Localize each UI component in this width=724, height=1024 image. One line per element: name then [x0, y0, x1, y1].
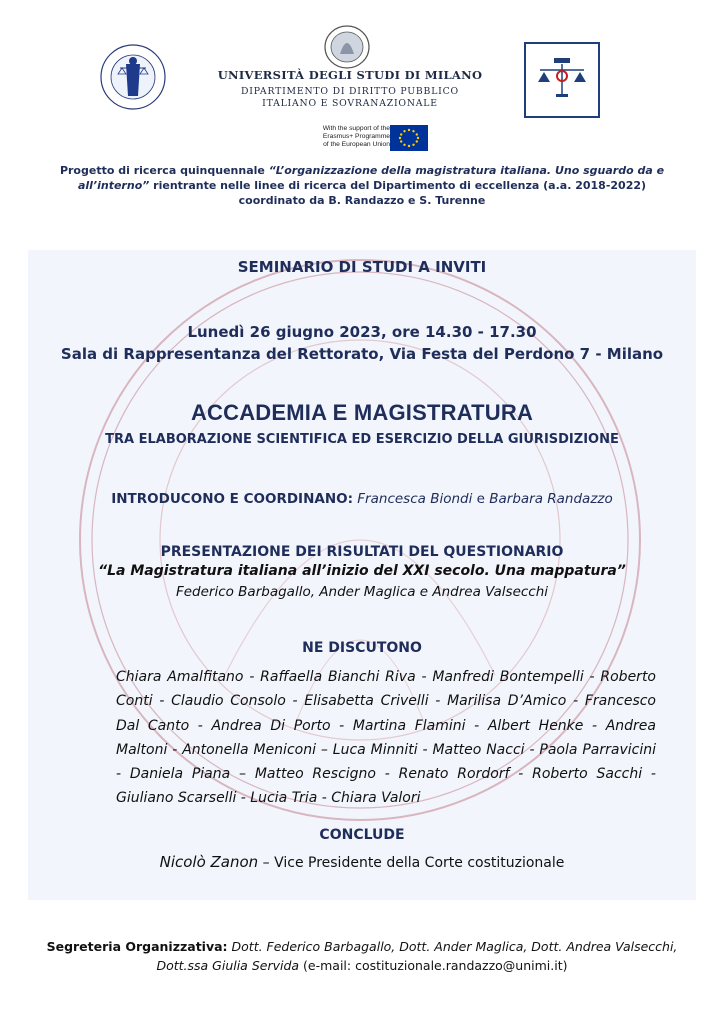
erasmus-support-text	[290, 125, 390, 149]
eu-flag-icon	[390, 125, 428, 151]
erasmus-line-1: With the support of the	[322, 125, 390, 132]
presentation-quote: “La Magistratura italiana all’inizio del XXI secolo. Una mappatura”	[98, 563, 626, 579]
event-date: Lunedì 26 giugno 2023, ore 14.30 - 17.30	[187, 323, 537, 341]
presentation-heading: PRESENTAZIONE DEI RISULTATI DEL QUESTIONARIO	[160, 544, 564, 560]
secretariat-names: Dott. Federico Barbagallo, Dott. Ander Maglica, Dott. Andrea Valsecchi, Dott.ssa Giulia Servida	[156, 939, 678, 973]
project-lead: Progetto di ricerca quinquennale	[59, 164, 269, 177]
project-title: “L’organizzazione della magistratura italiana. Uno sguardo da e all’interno”	[77, 164, 665, 192]
email-prefix: (e-mail:	[299, 958, 356, 973]
introducer-conjunction: e	[472, 491, 490, 507]
project-tail: rientrante nelle linee di ricerca del Dipartimento di eccellenza (a.a. 2018-2022) coordinato da B. Randazzo e S. Turenne	[149, 179, 647, 207]
concluder-name: Nicolò Zanon	[159, 853, 259, 871]
event-title: ACCADEMIA E MAGISTRATURA	[190, 400, 534, 425]
concluder-role: – Vice Presidente della Corte costituzionale	[258, 855, 565, 871]
presentation-authors: Federico Barbagallo, Ander Maglica e Andrea Valsecchi	[175, 584, 549, 600]
erasmus-line-2: Erasmus+ Programme	[322, 133, 390, 140]
university-seal-icon	[322, 24, 372, 70]
project-description	[50, 163, 674, 208]
department-name	[200, 86, 500, 110]
introducer-1: Francesca Biondi	[357, 491, 473, 507]
discussion-heading: NE DISCUTONO	[302, 640, 422, 656]
header	[0, 0, 724, 160]
erasmus-line-3: of the European Union	[323, 141, 390, 148]
university-name: UNIVERSITÀ DEGLI STUDI DI MILANO	[217, 68, 483, 82]
concluder-line	[0, 853, 724, 871]
event-subtitle: TRA ELABORAZIONE SCIENTIFICA ED ESERCIZIO DELLA GIURISDIZIONE	[105, 432, 619, 447]
scales-of-justice-icon	[526, 44, 598, 116]
introduction-line	[0, 491, 724, 507]
organizing-secretariat	[40, 937, 684, 975]
secretariat-label: Segreteria Organizzativa:	[46, 939, 228, 954]
introducer-2: Barbara Randazzo	[489, 491, 613, 507]
jean-monnet-logo	[524, 42, 600, 118]
email-suffix: )	[562, 958, 568, 973]
event-place: Sala di Rappresentanza del Rettorato, Via Festa del Perdono 7 - Milano	[60, 345, 664, 363]
research-centre-logo	[98, 42, 168, 112]
introduction-label: INTRODUCONO E COORDINANO:	[111, 491, 353, 507]
department-line-1: DIPARTIMENTO DI DIRITTO PUBBLICO	[241, 86, 459, 97]
secretariat-email[interactable]: costituzionale.randazzo@unimi.it	[355, 958, 563, 973]
conclusion-heading: CONCLUDE	[319, 827, 405, 843]
event-type: SEMINARIO DI STUDI A INVITI	[237, 258, 487, 276]
department-line-2: ITALIANO E SOVRANAZIONALE	[262, 98, 438, 109]
discussants-list: Chiara Amalfitano - Raffaella Bianchi Riva - Manfredi Bontempelli - Roberto Conti - Claudio Consolo - Elisabetta Crivelli - Marilisa D’Amico - Francesco Dal Canto - Andrea Di Porto - Martina Flamini - Albert Henke - Andrea Maltoni - Antonella Meniconi – Luca Minniti - Matteo Nacci - Paola Parravicini - Daniela Piana – Matteo Rescigno - Renato Rordorf - Roberto Sacchi - Giuliano Scarselli - Lucia Tria - Chiara Valori	[116, 669, 656, 807]
